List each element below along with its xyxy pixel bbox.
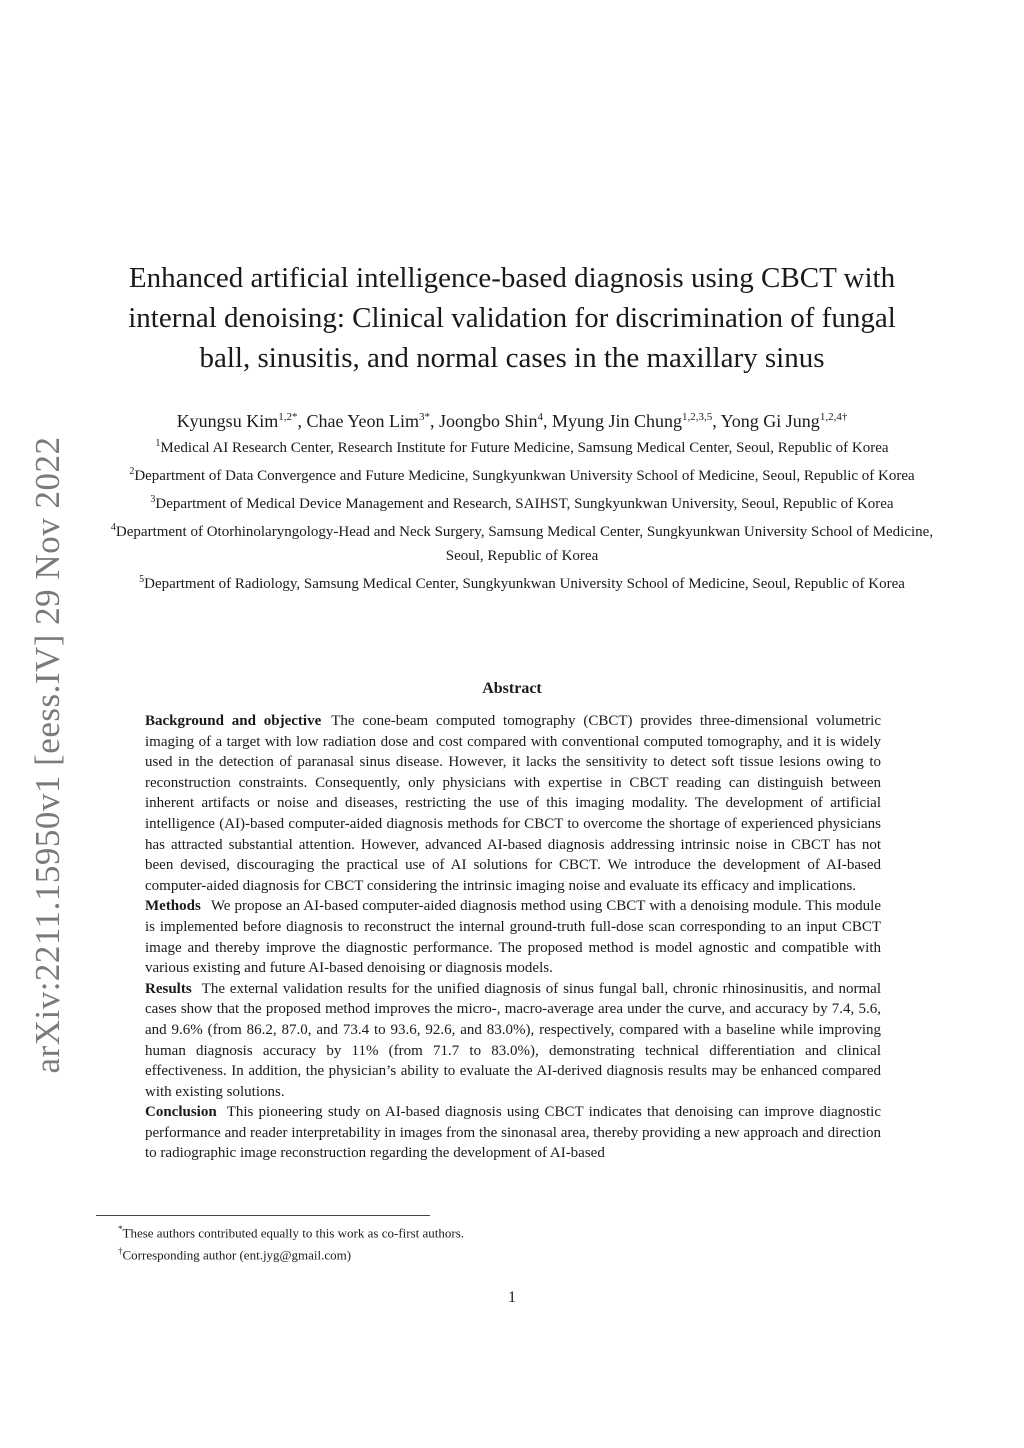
footnote: †Corresponding author (ent.jyg@gmail.com) xyxy=(118,1246,352,1263)
arxiv-identifier-stamp: arXiv:2211.15950v1 [eess.IV] 29 Nov 2022 xyxy=(28,436,67,1074)
title-line: internal denoising: Clinical validation for discrimination of fungal xyxy=(128,302,896,334)
title-line: ball, sinusitis, and normal cases in the maxillary sinus xyxy=(199,342,825,374)
author: Chae Yeon Lim$^{3*}$, xyxy=(306,411,439,431)
abstract-section-methods: Methods We propose an AI-based computer-aided diagnosis method using CBCT with a denoising module. This module is implemented before diagnosis to reconstruct the internal ground-truth full-dose scan corresponding to an input CBCT image and thereby improve the diagnostic performance. The proposed method is model agnostic and compatible with various existing and future AI-based denoising or diagnosis models. xyxy=(145,898,881,977)
affiliation: $^3$Department of Medical Device Management and Research, SAIHST, Sungkyunkwan University, Seoul, Republic of Korea xyxy=(150,494,894,512)
page-number: 1 xyxy=(508,1289,516,1306)
paper-title xyxy=(100,258,924,378)
author-list xyxy=(80,404,944,434)
affiliation: $^2$Department of Data Convergence and Future Medicine, Sungkyunkwan University School of Medicine, Seoul, Republic of Korea xyxy=(129,466,915,484)
footnotes xyxy=(118,1220,818,1265)
affiliation: $^5$Department of Radiology, Samsung Medical Center, Sungkyunkwan University School of Medicine, Seoul, Republic of Korea xyxy=(139,574,905,592)
affiliation-list xyxy=(104,432,940,596)
footnote-divider xyxy=(96,1215,430,1216)
author: Kyungsu Kim$^{1,2*}$, xyxy=(176,411,307,431)
footnote: *These authors contributed equally to this work as co-first authors. xyxy=(118,1224,465,1241)
abstract-section-conclusion: Conclusion This pioneering study on AI-based diagnosis using CBCT indicates that denoising can improve diagnostic performance and reader interpretability in images from the sinonasal area, thereby providing a new approach and direction to radiographic image reconstruction regarding the development of AI-based xyxy=(145,1104,881,1162)
affiliation: $^4$Department of Otorhinolaryngology-Head and Neck Surgery, Samsung Medical Center, Sungkyunkwan University School of Medicine, Seoul, Republic of Korea xyxy=(110,522,934,564)
abstract-heading: Abstract xyxy=(482,680,542,697)
author: Yong Gi Jung$^{1,2,4\dagger}$ xyxy=(720,411,848,431)
abstract-section-results: Results The external validation results for the unified diagnosis of sinus fungal ball, chronic rhinosinusitis, and normal cases show that the proposed method improves the micro-, macro-average area under the curve, and accuracy by 7.4, 5.6, and 9.6% (from 86.2, 87.0, and 73.4 to 93.6, 92.6, and 83.0%), respectively, compared with a baseline while improving human diagnosis accuracy by 11% (from 71.7 to 83.0%), demonstrating technical differentiation and clinical effectiveness. In addition, the physician’s ability to evaluate the AI-derived diagnosis results may be enhanced compared with existing solutions. xyxy=(145,980,881,1100)
author: Myung Jin Chung$^{1,2,3,5}$, xyxy=(551,411,721,431)
affiliation: $^1$Medical AI Research Center, Research Institute for Future Medicine, Samsung Medical Center, Seoul, Republic of Korea xyxy=(155,438,889,456)
author: Joongbo Shin$^4$, xyxy=(438,411,552,431)
title-line: Enhanced artificial intelligence-based diagnosis using CBCT with xyxy=(128,262,896,294)
abstract-body xyxy=(145,711,881,1164)
abstract-section-background: Background and objective The cone-beam computed tomography (CBCT) provides three-dimensional volumetric imaging of a target with low radiation dose and cost compared with conventional computed tomography, and it is widely used in the detection of paranasal sinus disease. However, it lacks the sensitivity to detect soft tissue lesions owing to reconstruction constraints. Consequently, only physicians with expertise in CBCT reading can distinguish between inherent artifacts or noise and diseases, restricting the use of this imaging modality. The development of artificial intelligence (AI)-based computer-aided diagnosis methods for CBCT to overcome the shortage of experienced physicians has attracted substantial attention. However, advanced AI-based diagnosis addressing intrinsic noise in CBCT has not been devised, discouraging the practical use of AI solutions for CBCT. We introduce the development of AI-based computer-aided diagnosis for CBCT considering the intrinsic imaging noise and evaluate its efficacy and implications. xyxy=(145,713,882,894)
